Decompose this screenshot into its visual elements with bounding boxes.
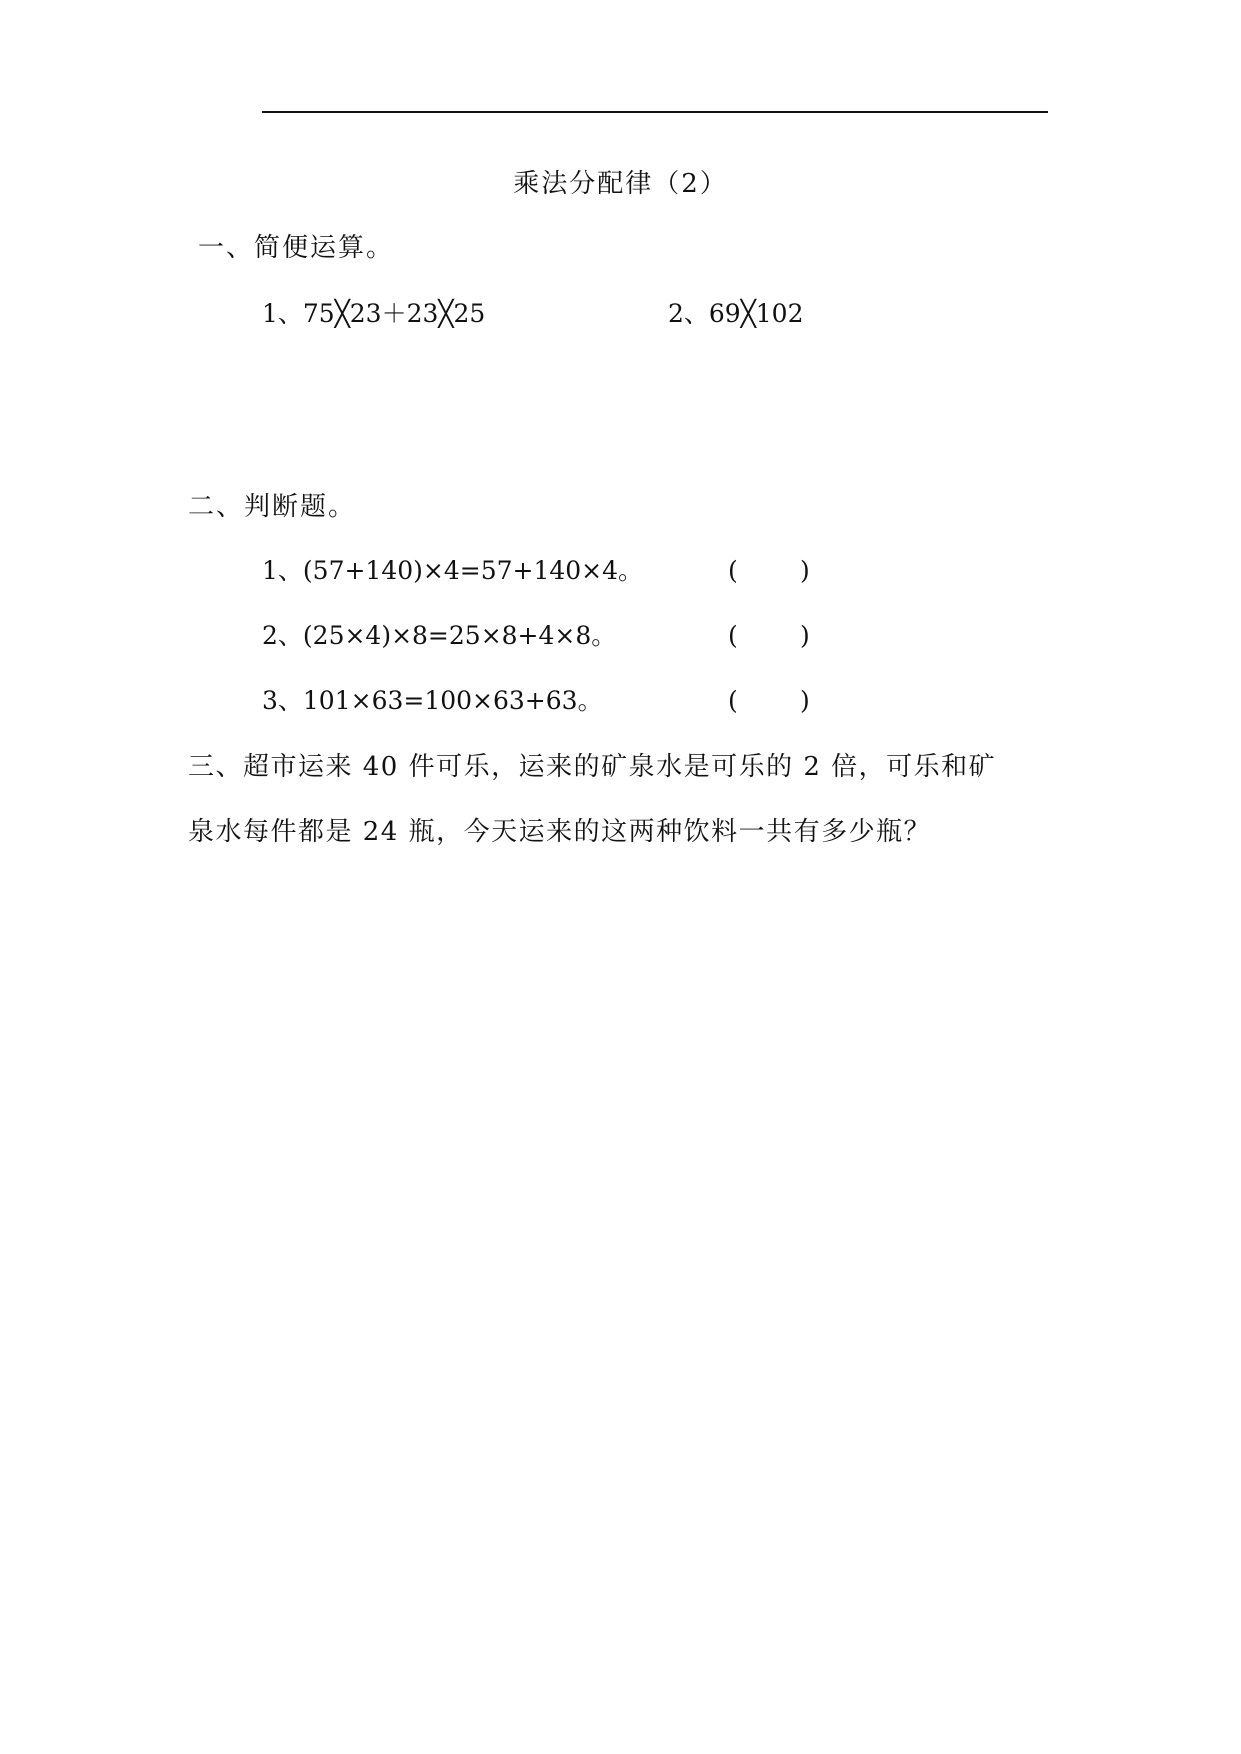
judge-statement: 3、101×63=100×63+63。 [262,686,603,715]
answer-paren-close: ) [800,686,810,715]
section-heading-judge: 二、判断题。 [188,492,357,522]
header-rule [262,111,1048,113]
answer-paren-close: ) [800,621,810,650]
judge-item-2 [262,620,862,652]
word-problem-line-2: 泉水每件都是 24 瓶，今天运来的这两种饮料一共有多少瓶？ [188,817,932,847]
judge-statement: 2、(25×4)×8=25×8+4×8。 [262,621,617,650]
answer-paren-open: ( [728,686,738,715]
judge-item-1 [262,555,862,587]
answer-paren-open: ( [728,621,738,650]
calc-item-2: 2、69╳102 [668,299,804,328]
calc-item-1: 1、75╳23＋23╳25 [262,299,486,328]
word-problem-line-1: 三、超市运来 40 件可乐，运来的矿泉水是可乐的 2 倍，可乐和矿 [188,752,997,782]
page-title: 乘法分配律（2） [513,169,728,199]
judge-statement: 1、(57+140)×4=57+140×4。 [262,556,644,585]
section-heading-simplify: 一、简便运算。 [198,233,395,263]
answer-paren-open: ( [728,556,738,585]
answer-paren-close: ) [800,556,810,585]
judge-item-3 [262,685,862,717]
